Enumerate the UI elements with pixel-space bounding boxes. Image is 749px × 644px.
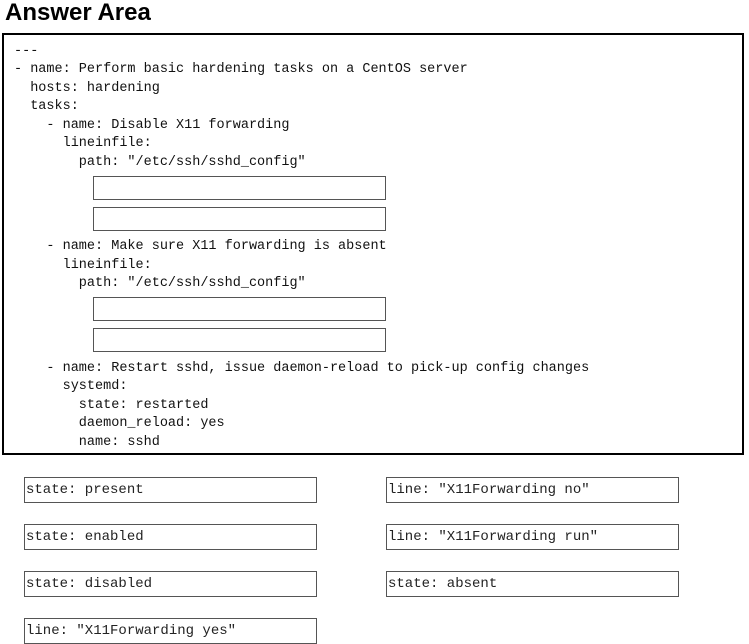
option-tile[interactable]: line: "X11Forwarding no" <box>386 477 679 503</box>
option-tile[interactable]: state: present <box>24 477 317 503</box>
drop-slot[interactable] <box>93 297 386 321</box>
code-line: systemd: <box>14 379 128 394</box>
option-tile[interactable]: state: disabled <box>24 571 317 597</box>
code-line: - name: Disable X11 forwarding <box>14 118 290 133</box>
option-tile[interactable]: line: "X11Forwarding run" <box>386 524 679 550</box>
code-box <box>2 33 744 455</box>
code-line: state: restarted <box>14 398 209 413</box>
drop-slot[interactable] <box>93 328 386 352</box>
option-tile[interactable]: state: absent <box>386 571 679 597</box>
drop-slot[interactable] <box>93 207 386 231</box>
code-line: tasks: <box>14 99 79 114</box>
code-line: hosts: hardening <box>14 81 160 96</box>
code-line: name: sshd <box>14 435 160 450</box>
option-tile[interactable]: line: "X11Forwarding yes" <box>24 618 317 644</box>
code-line: path: "/etc/ssh/sshd_config" <box>14 276 306 291</box>
code-line: - name: Perform basic hardening tasks on a CentOS server <box>14 62 468 77</box>
answer-area-title: Answer Area <box>5 0 151 26</box>
code-line: - name: Make sure X11 forwarding is absent <box>14 239 387 254</box>
code-line: lineinfile: <box>14 136 152 151</box>
code-line: daemon_reload: yes <box>14 416 225 431</box>
code-line: lineinfile: <box>14 258 152 273</box>
option-tile[interactable]: state: enabled <box>24 524 317 550</box>
code-line: - name: Restart sshd, issue daemon-reload to pick-up config changes <box>14 361 590 376</box>
drop-slot[interactable] <box>93 176 386 200</box>
code-line: --- <box>14 44 39 59</box>
code-line: path: "/etc/ssh/sshd_config" <box>14 155 306 170</box>
